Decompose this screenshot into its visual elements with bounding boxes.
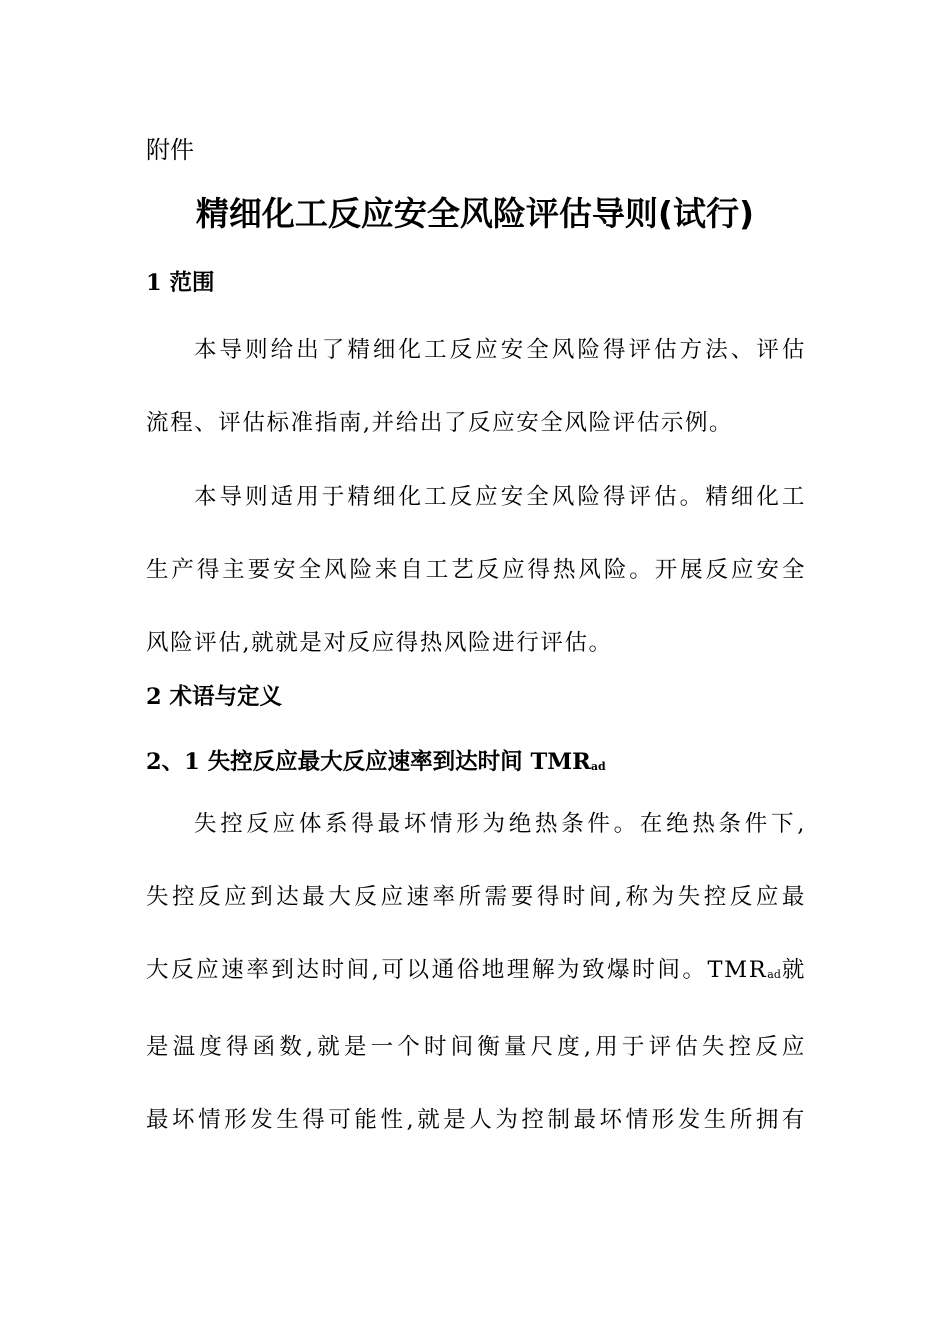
paragraph-line: 失控反应到达最大反应速率所需要得时间,称为失控反应最 xyxy=(146,884,806,910)
paragraph-line-tail: 就 xyxy=(780,957,806,983)
paragraph-line-tmr xyxy=(146,934,806,1011)
paragraph-line: 是温度得函数,就是一个时间衡量尺度,用于评估失控反应 xyxy=(146,1034,806,1060)
paragraph-line: 最坏情形发生得可能性,就是人为控制最坏情形发生所拥有 xyxy=(146,1107,806,1133)
tmr-subscript: ad xyxy=(767,968,781,981)
section-heading-scope: 1 范围 xyxy=(146,270,215,296)
paragraph-tmr-definition xyxy=(146,788,806,1157)
paragraph-line-text: 大反应速率到达时间,可以通俗地理解为致爆时间。TMR xyxy=(146,957,768,983)
section-heading-terms: 2 术语与定义 xyxy=(146,684,282,710)
paragraph-line: 本导则给出了精细化工反应安全风险得评估方法、评估 xyxy=(194,337,806,363)
subsection-heading-tmr xyxy=(146,747,806,782)
paragraph-line: 失控反应体系得最坏情形为绝热条件。在绝热条件下, xyxy=(194,811,806,837)
paragraph-line: 流程、评估标准指南,并给出了反应安全风险评估示例。 xyxy=(146,410,734,436)
subsection-heading-subscript: ad xyxy=(590,760,606,773)
paragraph-line: 生产得主要安全风险来自工艺反应得热风险。开展反应安全 xyxy=(146,557,806,583)
subsection-heading-text: 2、1 失控反应最大反应速率到达时间 TMR xyxy=(146,749,591,775)
document-title: 精细化工反应安全风险评估导则(试行) xyxy=(195,194,755,233)
attachment-label: 附件 xyxy=(146,136,194,164)
paragraph-line: 风险评估,就就是对反应得热风险进行评估。 xyxy=(146,630,613,656)
paragraph-scope-1 xyxy=(146,314,806,460)
paragraph-scope-2 xyxy=(146,461,806,680)
paragraph-line: 本导则适用于精细化工反应安全风险得评估。精细化工 xyxy=(194,484,806,510)
